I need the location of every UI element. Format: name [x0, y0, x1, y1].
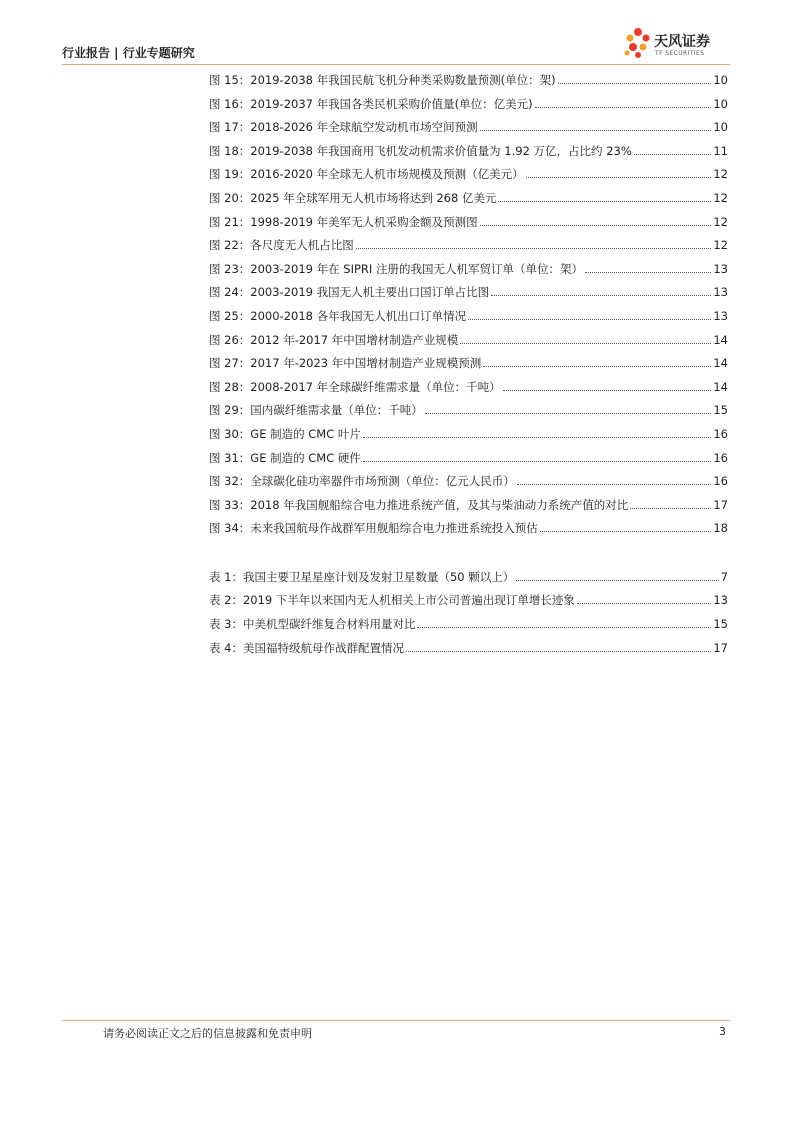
toc-entry-page: 17	[713, 640, 728, 655]
toc-entry-figure-32[interactable]	[209, 473, 728, 497]
report-category-title: 行业报告 | 行业专题研究	[62, 46, 195, 60]
leader-dots	[480, 130, 712, 131]
toc-entry-figure-30[interactable]	[209, 426, 728, 450]
leader-dots	[363, 461, 711, 462]
toc-entry-label: 表 1：我国主要卫星星座计划及发射卫星数量（50 颗以上）	[209, 569, 515, 584]
toc-entry-page: 12	[713, 167, 728, 182]
toc-entry-figure-26[interactable]	[209, 332, 728, 356]
toc-entry-table-4[interactable]	[209, 640, 728, 664]
leader-dots	[540, 531, 712, 532]
leader-dots	[363, 437, 711, 438]
toc-entry-figure-22[interactable]	[209, 237, 728, 261]
toc-entry-label: 表 3：中美机型碳纤维复合材料用量对比	[209, 617, 416, 632]
toc-entry-page: 15	[713, 403, 728, 418]
leader-dots	[425, 413, 712, 414]
toc-entry-page: 18	[713, 521, 728, 536]
toc-entry-page: 16	[713, 426, 728, 441]
toc-entry-page: 12	[713, 214, 728, 229]
leader-dots	[417, 627, 711, 628]
toc-entry-label: 图 27：2017 年-2023 年中国增材制造产业规模预测	[209, 356, 482, 371]
toc-entry-page: 15	[713, 617, 728, 632]
toc-spacer	[209, 544, 728, 569]
toc-entry-label: 图 20：2025 年全球军用无人机市场将达到 268 亿美元	[209, 190, 497, 205]
toc-entry-page: 10	[713, 120, 728, 135]
toc-entry-page: 11	[713, 143, 728, 158]
toc-entry-page: 13	[713, 593, 728, 608]
toc-entry-label: 图 17：2018-2026 年全球航空发动机市场空间预测	[209, 120, 478, 135]
toc-entry-label: 图 29：国内碳纤维需求量（单位：千吨）	[209, 403, 423, 418]
toc-entry-label: 图 25：2000-2018 各年我国无人机出口订单情况	[209, 308, 467, 323]
logo-chinese-name: 天风证券	[654, 34, 710, 50]
toc-entry-label: 图 19：2016-2020 年全球无人机市场规模及预测（亿美元）	[209, 167, 524, 182]
toc-entry-label: 图 18：2019-2038 年我国商用飞机发动机需求价值量为 1.92 万亿，占比约 23%	[209, 143, 632, 158]
toc-entry-label: 图 30：GE 制造的 CMC 叶片	[209, 426, 361, 441]
leader-dots	[517, 484, 712, 485]
toc-entry-figure-28[interactable]	[209, 379, 728, 403]
leader-dots	[630, 508, 711, 509]
logo-english-name: TF SECURITIES	[655, 50, 705, 57]
toc-entry-page: 14	[713, 356, 728, 371]
toc-entry-figure-31[interactable]	[209, 450, 728, 474]
toc-entry-figure-24[interactable]	[209, 284, 728, 308]
toc-entry-page: 16	[713, 474, 728, 489]
leader-dots	[483, 366, 711, 367]
toc-entry-figure-16[interactable]	[209, 96, 728, 120]
toc-entry-page: 14	[713, 379, 728, 394]
toc-entry-page: 13	[713, 308, 728, 323]
toc-entry-label: 图 26：2012 年-2017 年中国增材制造产业规模	[209, 332, 459, 347]
toc-entry-page: 7	[720, 569, 728, 584]
toc-entry-page: 16	[713, 450, 728, 465]
toc-entry-label: 表 4：美国福特级航母作战群配置情况	[209, 640, 404, 655]
leader-dots	[577, 603, 711, 604]
leader-dots	[516, 580, 718, 581]
leader-dots	[460, 343, 711, 344]
leader-dots	[491, 295, 711, 296]
toc-entry-label: 表 2：2019 下半年以来国内无人机相关上市公司普遍出现订单增长迹象	[209, 593, 575, 608]
footer-divider	[62, 1020, 730, 1021]
toc-entry-figure-20[interactable]	[209, 190, 728, 214]
toc-entry-page: 13	[713, 285, 728, 300]
toc-entry-page: 17	[713, 497, 728, 512]
toc-entry-table-3[interactable]	[209, 616, 728, 640]
toc-entry-label: 图 28：2008-2017 年全球碳纤维需求量（单位：千吨）	[209, 379, 501, 394]
leader-dots	[585, 272, 711, 273]
toc-entry-page: 13	[713, 261, 728, 276]
disclaimer-note: 请务必阅读正文之后的信息披露和免责申明	[103, 1027, 312, 1040]
leader-dots	[558, 83, 712, 84]
table-of-figures	[209, 72, 728, 663]
toc-entry-page: 10	[713, 73, 728, 87]
toc-entry-table-1[interactable]	[209, 569, 728, 593]
toc-entry-label: 图 34：未来我国航母作战群军用舰船综合电力推进系统投入预估	[209, 521, 538, 536]
header-divider	[62, 64, 730, 65]
toc-entry-figure-25[interactable]	[209, 308, 728, 332]
toc-entry-figure-17[interactable]	[209, 119, 728, 143]
toc-entry-figure-33[interactable]	[209, 497, 728, 521]
flower-logo-icon	[622, 26, 654, 60]
toc-entry-label: 图 15：2019-2038 年我国民航飞机分种类采购数量预测(单位：架)	[209, 73, 556, 87]
leader-dots	[535, 107, 712, 108]
page-number: 3	[719, 1025, 726, 1038]
toc-entry-figure-23[interactable]	[209, 261, 728, 285]
toc-entry-label: 图 24：2003-2019 我国无人机主要出口国订单占比图	[209, 285, 490, 300]
toc-entry-label: 图 32：全球碳化硅功率器件市场预测（单位：亿元人民币）	[209, 474, 515, 489]
leader-dots	[634, 154, 712, 155]
toc-entry-figure-27[interactable]	[209, 355, 728, 379]
company-logo	[622, 26, 734, 62]
toc-entry-label: 图 23：2003-2019 年在 SIPRI 注册的我国无人机军贸订单（单位：架）	[209, 261, 583, 276]
toc-entry-page: 12	[713, 190, 728, 205]
toc-entry-label: 图 31：GE 制造的 CMC 硬件	[209, 450, 361, 465]
toc-entry-figure-21[interactable]	[209, 214, 728, 238]
toc-entry-table-2[interactable]	[209, 592, 728, 616]
leader-dots	[503, 390, 712, 391]
toc-entry-figure-19[interactable]	[209, 166, 728, 190]
toc-entry-page: 12	[713, 238, 728, 253]
toc-entry-figure-29[interactable]	[209, 402, 728, 426]
toc-entry-figure-15[interactable]	[209, 72, 728, 96]
toc-entry-page: 10	[713, 96, 728, 111]
leader-dots	[406, 651, 711, 652]
toc-entry-label: 图 22：各尺度无人机占比图	[209, 238, 354, 253]
leader-dots	[480, 225, 712, 226]
leader-dots	[498, 201, 711, 202]
toc-entry-label: 图 16：2019-2037 年我国各类民机采购价值量(单位：亿美元)	[209, 96, 533, 111]
toc-entry-label: 图 33：2018 年我国舰船综合电力推进系统产值，及其与柴油动力系统产值的对比	[209, 497, 629, 512]
leader-dots	[468, 319, 711, 320]
toc-entry-figure-18[interactable]	[209, 143, 728, 167]
leader-dots	[356, 248, 712, 249]
leader-dots	[526, 177, 712, 178]
toc-entry-label: 图 21：1998-2019 年美军无人机采购金额及预测图	[209, 214, 478, 229]
toc-entry-figure-34[interactable]	[209, 520, 728, 544]
toc-entry-page: 14	[713, 332, 728, 347]
